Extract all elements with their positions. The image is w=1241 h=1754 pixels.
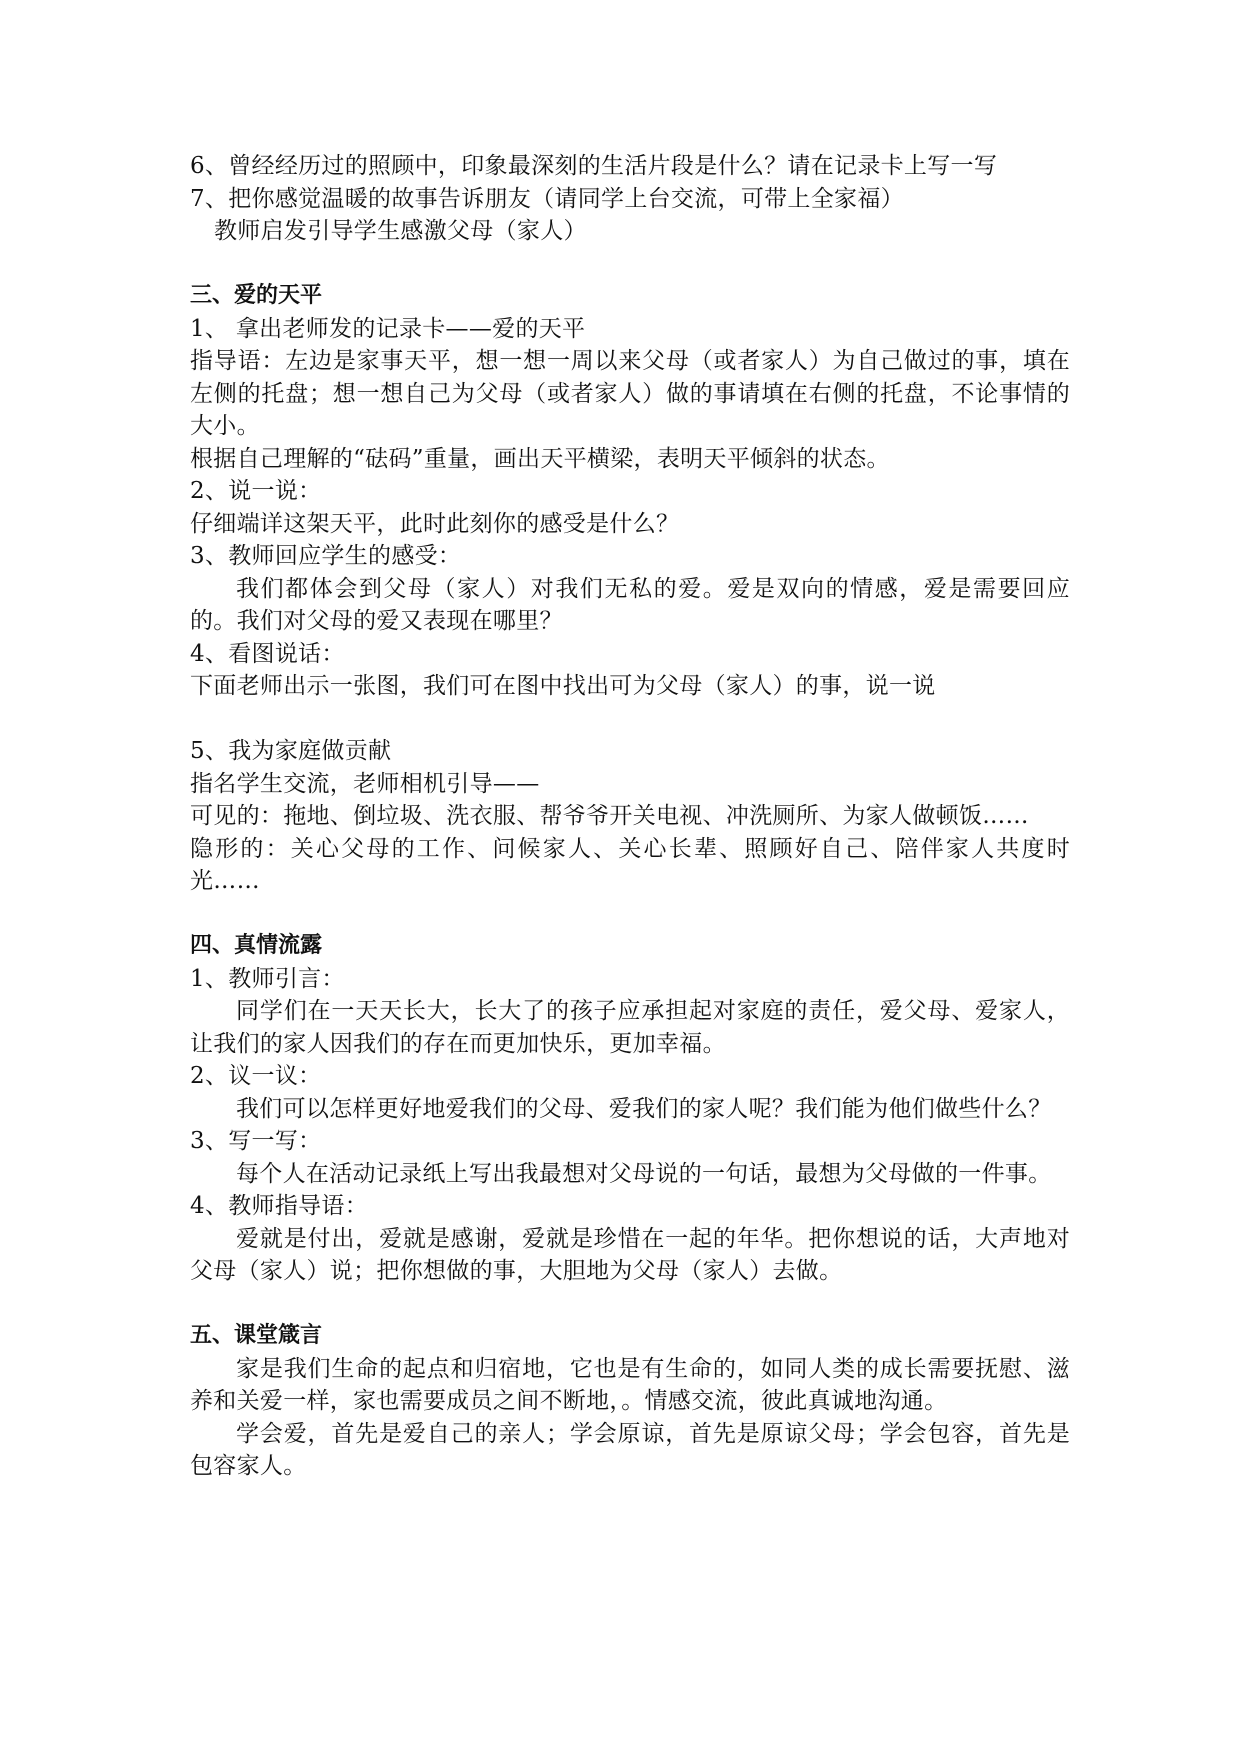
section-4-step-4-text: 爱就是付出，爱就是感谢，爱就是珍惜在一起的年华。把你想说的话，大声地对父母（家人）说；把你想做的事，大胆地为父母（家人）去做。 — [190, 1225, 1070, 1284]
section-3-heading: 三、爱的天平 — [190, 283, 323, 308]
spacer — [190, 898, 1070, 931]
section-3-step-2-text: 仔细端详这架天平，此时此刻你的感受是什么？ — [190, 510, 680, 537]
spacer — [190, 703, 1070, 736]
item-7: 7、把你感觉温暖的故事告诉朋友（请同学上台交流，可带上全家福） — [190, 185, 904, 212]
section-3-step-3-text: 我们都体会到父母（家人）对我们无私的爱。爱是双向的情感，爱是需要回应的。我们对父母的爱又表现在哪里？ — [190, 575, 1070, 634]
section-3-step-5: 5、我为家庭做贡献 — [190, 738, 392, 764]
section-3-step-2: 2、说一说： — [190, 478, 322, 504]
section-3-guide-2: 根据自己理解的“砝码”重量，画出天平横梁，表明天平倾斜的状态。 — [190, 445, 890, 472]
section-4-step-3: 3、写一写： — [190, 1128, 322, 1154]
section-3-step-4: 4、看图说话： — [190, 640, 345, 667]
document-page — [190, 150, 1070, 1483]
section-3-invisible: 隐形的：关心父母的工作、问候家人、关心长辈、照顾好自己、陪伴家人共度时光…… — [190, 835, 1070, 894]
section-4-step-1-text: 同学们在一天天长大，长大了的孩子应承担起对家庭的责任，爱父母、爱家人，让我们的家人因我们的存在而更加快乐，更加幸福。 — [190, 998, 1070, 1057]
teacher-note: 教师启发引导学生感激父母（家人） — [214, 218, 587, 244]
section-5-heading: 五、课堂箴言 — [190, 1323, 323, 1348]
section-4-step-3-text: 每个人在活动记录纸上写出我最想对父母说的一句话，最想为父母做的一件事。 — [236, 1160, 1052, 1187]
section-3-step-3: 3、教师回应学生的感受： — [190, 543, 462, 569]
section-4-step-4: 4、教师指导语： — [190, 1193, 369, 1219]
section-3-step-4-text: 下面老师出示一张图，我们可在图中找出可为父母（家人）的事，说一说 — [190, 673, 936, 699]
section-3-guide: 指导语：左边是家事天平，想一想一周以来父母（或者家人）为自己做过的事，填在左侧的托盘；想一想自己为父母（或者家人）做的事请填在右侧的托盘，不论事情的大小。 — [190, 348, 1070, 439]
spacer — [190, 1288, 1070, 1321]
section-5-para-1: 家是我们生命的起点和归宿地，它也是有生命的，如同人类的成长需要抚慰、滋养和关爱一样，家也需要成员之间不断地，。情感交流，彼此真诚地沟通。 — [190, 1355, 1070, 1414]
section-4-step-1: 1、教师引言： — [190, 965, 345, 992]
section-3-visible: 可见的：拖地、倒垃圾、洗衣服、帮爷爷开关电视、冲洗厕所、为家人做顿饭…… — [190, 803, 1029, 829]
item-6: 6、曾经经历过的照顾中，印象最深刻的生活片段是什么？请在记录卡上写一写 — [190, 153, 998, 179]
section-4-step-2-text: 我们可以怎样更好地爱我们的父母、爱我们的家人呢？我们能为他们做些什么？ — [236, 1095, 1052, 1122]
section-3-step-1: 1、 拿出老师发的记录卡——爱的天平 — [190, 315, 586, 342]
section-3-step-5-text: 指名学生交流，老师相机引导—— — [190, 770, 540, 797]
section-4-heading: 四、真情流露 — [190, 933, 323, 958]
section-4-step-2: 2、议一议： — [190, 1063, 322, 1089]
spacer — [190, 248, 1070, 281]
section-5-para-2: 学会爱，首先是爱自己的亲人；学会原谅，首先是原谅父母；学会包容，首先是包容家人。 — [190, 1420, 1070, 1479]
